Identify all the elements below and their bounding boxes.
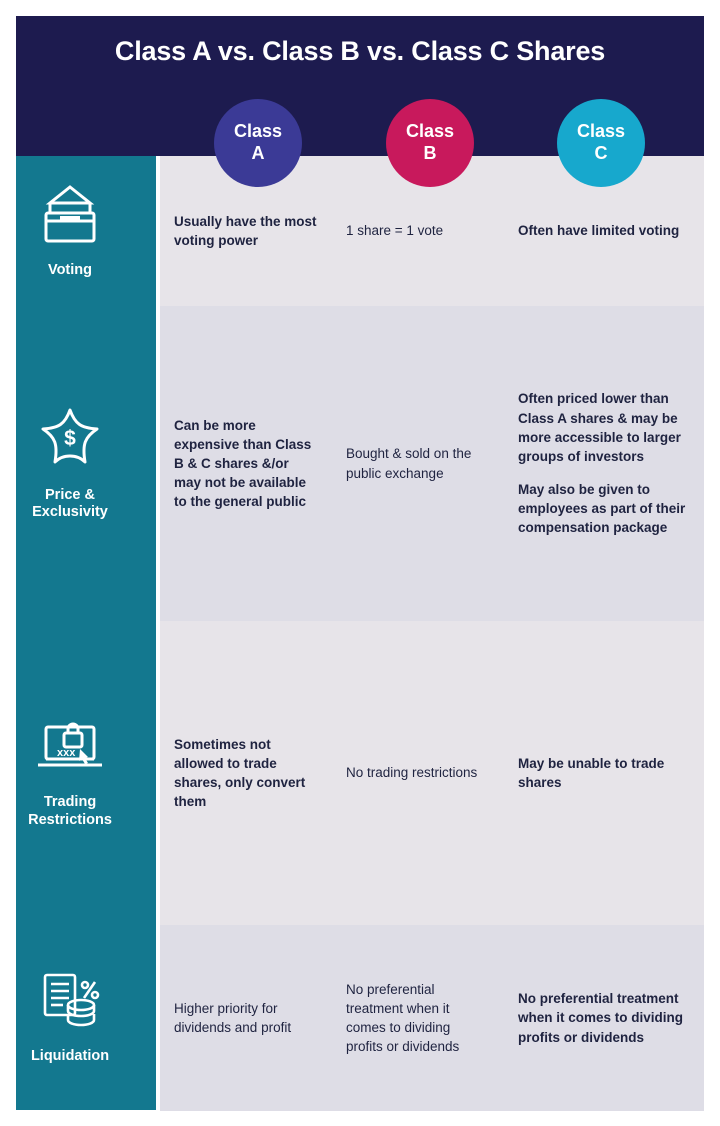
cell-paragraph: No preferential treatment when it comes to dividing profits or dividends [346,981,460,1055]
laptop-lock-icon [34,717,106,782]
svg-text:$: $ [64,426,76,450]
rail-label-liquidation: Liquidation [30,1047,110,1064]
cell-paragraph: Can be more expensive than Class B & C shares &/or may not be available to the general public [174,417,312,510]
cell-paragraph: Bought & sold on the public exchange [346,446,472,481]
rail-item-voting [0,156,140,306]
cell-liquidation-class-c [504,925,704,1111]
cell-liquidation-class-a [160,925,332,1111]
class-a-line2: A [251,143,265,163]
cell-paragraph: Sometimes not allowed to trade shares, only convert them [174,736,306,810]
rail-item-trading-restrictions [0,621,140,925]
cell-paragraph: No preferential treatment when it comes to dividing profits or dividends [518,991,684,1045]
page-title: Class A vs. Class B vs. Class C Shares [114,36,606,66]
cell-trading-class-b [332,621,504,925]
class-c-line2: C [594,143,608,163]
rail-label-voting: Voting [47,261,93,278]
cell-trading-class-a [160,621,332,925]
star-dollar-icon [37,406,103,475]
rail-item-price-exclusivity [0,306,140,621]
cell-paragraph: Usually have the most voting power [174,213,317,248]
cell-price-class-a [160,306,332,621]
cell-paragraph: Often priced lower than Class A shares & may be more accessible to larger groups of investors [518,391,681,464]
class-a-line1: Class [233,121,283,142]
document-coins-percent-icon [37,971,103,1036]
cell-paragraph: 1 share = 1 vote [346,223,444,239]
cell-paragraph: No trading restrictions [346,765,478,781]
comparison-table [160,156,704,1110]
cell-liquidation-class-b [332,925,504,1111]
cell-paragraph: May also be given to employees as part of their compensation package [518,482,686,536]
column-header-class-c [557,99,645,187]
rail-label-trading-restrictions: Trading Restrictions [28,794,112,828]
cell-paragraph: May be unable to trade shares [518,755,665,790]
svg-text:xxx: xxx [57,747,76,760]
ballot-box-icon [38,183,102,250]
cell-paragraph: Often have limited voting [518,223,680,239]
cell-paragraph: Higher priority for dividends and profit [174,1000,292,1035]
table-row [160,306,704,621]
cell-trading-class-c [504,621,704,925]
rail-item-liquidation [0,925,140,1111]
rail-label-price-exclusivity: Price & Exclusivity [32,486,108,520]
column-header-class-b [386,99,474,187]
table-row [160,925,704,1111]
class-b-line2: B [423,143,437,163]
cell-price-class-c [504,306,704,621]
column-header-class-a [214,99,302,187]
cell-price-class-b [332,306,504,621]
class-c-line1: Class [576,121,626,142]
class-b-line1: Class [405,121,455,142]
table-row [160,621,704,925]
